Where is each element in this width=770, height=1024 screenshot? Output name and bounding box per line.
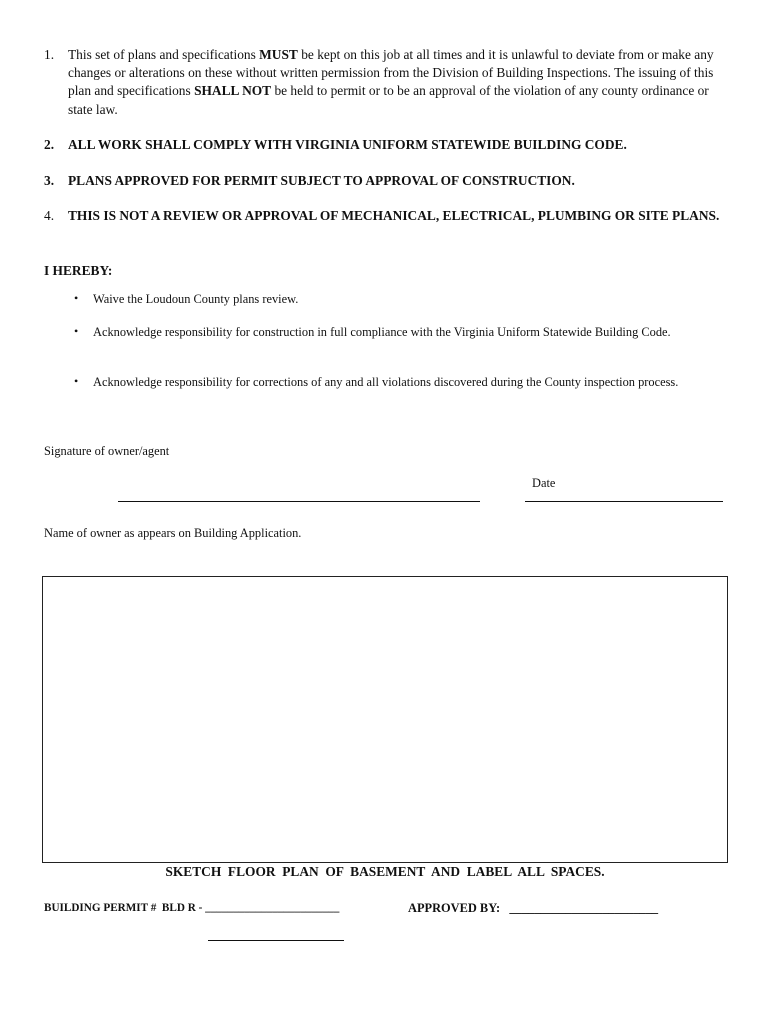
item-number: 1. xyxy=(44,47,55,62)
signature-label: Signature of owner/agent xyxy=(44,444,170,458)
date-label: Date xyxy=(532,476,556,490)
item-number: 4. xyxy=(44,208,55,223)
bullet-icon: • xyxy=(74,324,79,338)
item-text xyxy=(68,46,733,119)
sketch-caption: SKETCH FLOOR PLAN OF BASEMENT AND LABEL ALL SPACES. xyxy=(165,864,605,879)
item-text: PLANS APPROVED FOR PERMIT SUBJECT TO APPROVAL OF CONSTRUCTION. xyxy=(68,173,575,188)
extra-signature-line xyxy=(208,940,344,941)
item-text-part-bold: SHALL NOT xyxy=(194,83,272,99)
item-text-part: be kept on this job at all times and it is unlawful to deviate from or make any changes or alterations on these without written permission from the Division of Building Inspections. The issuing of this plan and specifications xyxy=(68,47,714,99)
item-text-part: This set of plans and specifications xyxy=(68,47,260,62)
approved-by-field: APPROVED BY: ________________________ xyxy=(408,901,659,915)
item-text-part-bold: MUST xyxy=(259,47,298,62)
item-text: ALL WORK SHALL COMPLY WITH VIRGINIA UNIFORM STATEWIDE BUILDING CODE. xyxy=(68,137,627,152)
bullet-item: Acknowledge responsibility for construction in full compliance with the Virginia Uniform Statewide Building Code. xyxy=(93,325,671,339)
bullet-icon: • xyxy=(74,374,79,388)
bullet-item: Waive the Loudoun County plans review. xyxy=(93,292,299,306)
date-line[interactable] xyxy=(525,501,723,502)
building-permit-field: BUILDING PERMIT # BLD R - ________________________ xyxy=(44,902,340,914)
owner-name-label: Name of owner as appears on Building Application. xyxy=(44,526,302,540)
item-text-part: be held to permit or to be an approval of the violation of any county ordinance or state law. xyxy=(68,83,709,117)
item-number: 2. xyxy=(44,137,55,152)
hereby-heading: I HEREBY: xyxy=(44,263,113,278)
bullet-icon: • xyxy=(74,291,79,305)
bullet-item: Acknowledge responsibility for corrections of any and all violations discovered during the County inspection process. xyxy=(93,375,679,389)
item-text: THIS IS NOT A REVIEW OR APPROVAL OF MECHANICAL, ELECTRICAL, PLUMBING OR SITE PLANS. xyxy=(68,208,720,223)
sketch-area[interactable] xyxy=(42,576,728,863)
signature-line[interactable] xyxy=(118,501,480,502)
item-number: 3. xyxy=(44,173,55,188)
